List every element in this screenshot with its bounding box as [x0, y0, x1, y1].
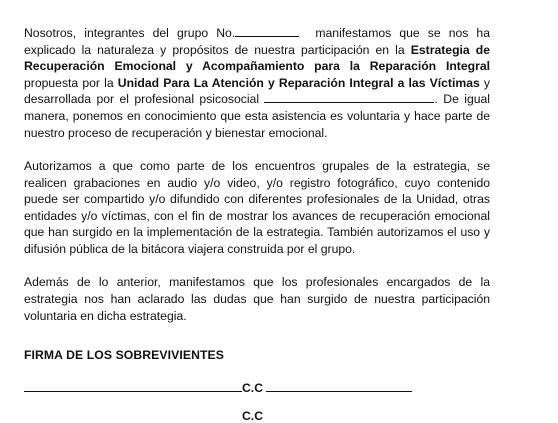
intro-text-2: manifestamos que se nos ha explicado la naturaleza y propósitos de nuestra participación en la	[24, 26, 490, 57]
intro-text-1: Nosotros, integrantes del grupo No.	[24, 26, 236, 40]
strategy-name: Estrategia de Recuperación Emocional y Acompañamiento para la Reparación Integral	[24, 42, 490, 74]
paragraph-consent-intro	[24, 25, 490, 141]
id-label: C.C	[242, 409, 263, 423]
signature-row-1	[24, 380, 412, 395]
signature-row-2	[24, 408, 263, 423]
id-label: C.C	[242, 381, 263, 395]
intro-text-5: . De igual manera, ponemos en conocimiento que esta asistencia es voluntaria y hace parte de nuestro proceso de recuperación y bienestar emocional.	[24, 92, 491, 140]
intro-text-3: propuesta por la	[24, 75, 114, 90]
intro-text-4: y desarrollada por el profesional psicosocial	[24, 75, 490, 107]
consent-document	[24, 25, 490, 341]
signatures-heading: FIRMA DE LOS SOBREVIVIENTES	[24, 348, 224, 362]
unit-name: Unidad Para La Atención y Reparación Integral a las Víctimas	[117, 75, 480, 90]
paragraph-clarification: Además de lo anterior, manifestamos que los profesionales encargados de la estrategia nos han aclarado las dudas que han surgido de nuestra participación voluntaria en dicha estrategia.	[24, 275, 490, 323]
signature-line[interactable]	[24, 380, 242, 392]
group-number-blank[interactable]	[235, 25, 299, 37]
professional-name-blank[interactable]	[264, 91, 434, 103]
signature-line[interactable]	[24, 408, 242, 420]
paragraph-recording-authorization: Autorizamos a que como parte de los encuentros grupales de la estrategia, se realicen grabaciones en audio y/o video, y/o registro fotográfico, cuyo contenido puede ser compartido y/o difundido con diferentes profesionales de la Unidad, otras entidades y/o víctimas, con el fin de mostrar los avances de recuperación emocional que han surgido en la implementación de la estrategia. También autorizamos el uso y difusión pública de la bitácora viajera construida por el grupo.	[24, 158, 490, 256]
id-number-line[interactable]	[266, 380, 412, 392]
